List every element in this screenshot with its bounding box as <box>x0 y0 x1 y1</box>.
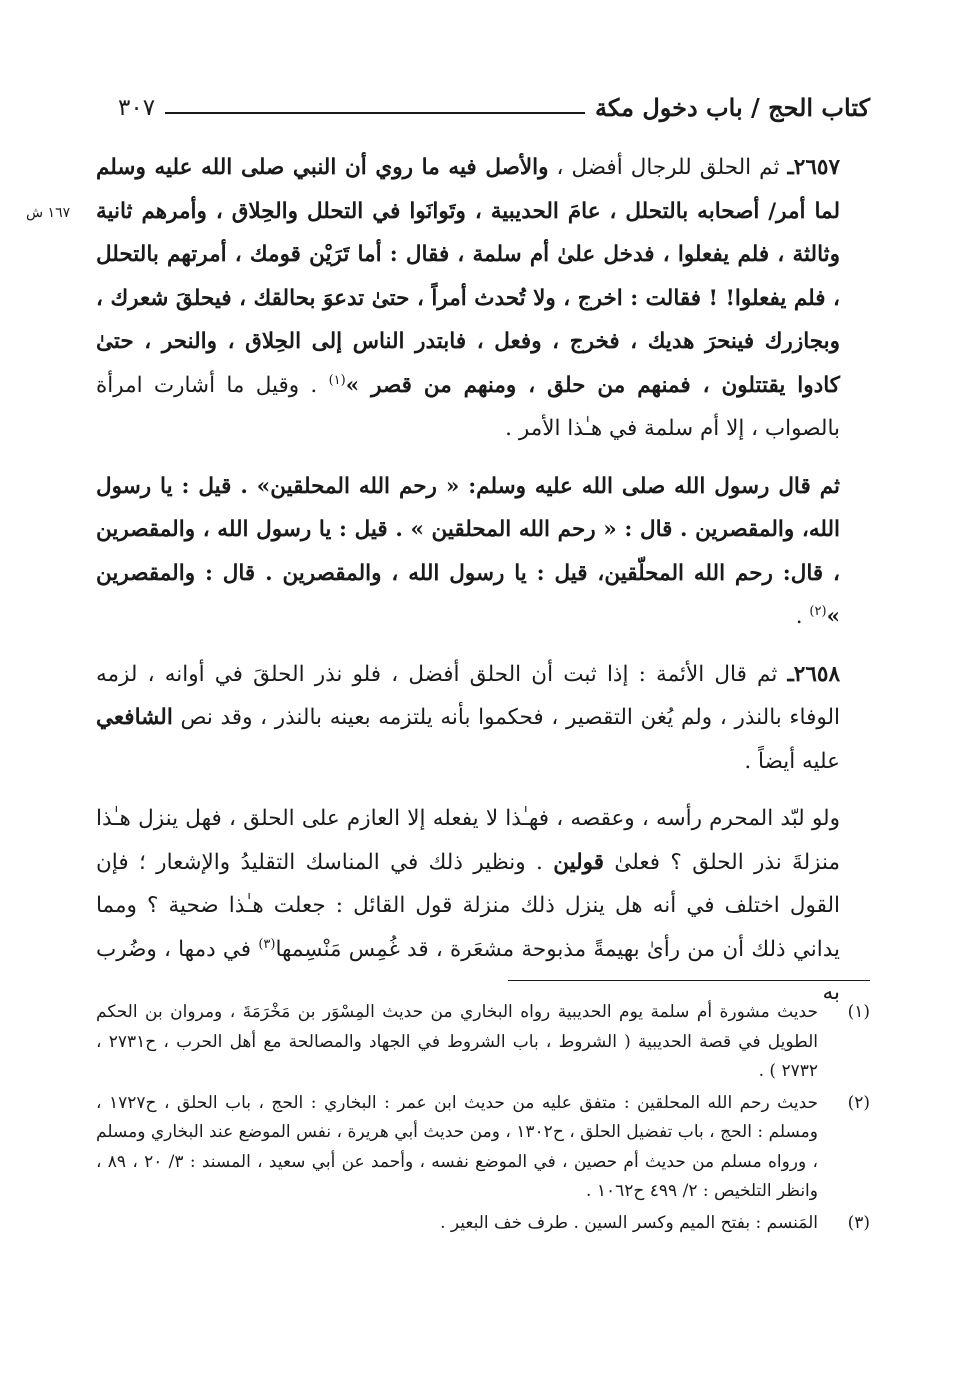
paragraph-text: . وقيل ما أشارت امرأة بالصواب ، إلا أم سلمة في هـٰذا الأمر . <box>96 372 840 441</box>
page-number: ٣٠٧ <box>118 95 156 121</box>
footnote-ref-2[interactable]: (٢) <box>809 603 827 619</box>
paragraph-text: ثم قال الأئمة : إذا ثبت أن الحلق أفضل ، فلو نذر الحلقَ في أوانه ، لزمه الوفاء بالنذر ، ولم يُغن التقصير ، فحكموا بأنه يلتزمه بعينه بالنذر ، وقد نص <box>96 661 840 730</box>
paragraph-talbid <box>96 797 870 1015</box>
emphasis-text: قولين <box>553 849 605 875</box>
hadith-text: ثم قال رسول الله صلى الله عليه وسلم: « رحم الله المحلقين» . قيل : يا رسول الله، والمقصرين . قال : « رحم الله المحلقين » . قيل : يا رسول الله ، والمقصرين ، قال: رحم الله المحلّقين، قيل : يا رسول الله ، والمقصرين . قال : والمقصرين » <box>96 473 840 629</box>
footnote-ref-3[interactable]: (٣) <box>258 936 276 952</box>
footnote <box>96 1089 870 1207</box>
footnote-ref-1[interactable]: (١) <box>328 372 346 388</box>
paragraph-text: عليه أيضاً . <box>744 748 840 774</box>
main-text <box>96 146 870 1015</box>
running-header <box>118 70 870 120</box>
paragraph-number: ٢٦٥٧ـ <box>787 155 840 180</box>
hadith-text: والأصل فيه ما روي أن النبي صلى الله عليه وسلم لما أمر/ أصحابه بالتحلل ، عامَ الحديبية ، وتَوانَوا في التحلل والحِلاق ، وأمرهم ثانية وثالثة ، فلم يفعلوا ، فدخل علىٰ أم سلمة ، فقال : أما تَرَيْن قومك ، أمرتهم بالتحلل ، فلم يفعلوا! ! فقالت : اخرج ، ولا تُحدث أمراً ، حتىٰ تدعوَ بحالقك ، فيحلقَ شعرك ، وبجازرك فينحرَ هديك ، فخرج ، وفعل ، فابتدر الناس إلى الحِلاق ، والنحر ، حتىٰ كادوا يقتتلون ، فمنهم من حلق ، ومنهم من قصر » <box>96 155 840 398</box>
paragraph-text: في دمها ، وضُرب به <box>96 936 840 1005</box>
paragraph-text: ثم الحلق للرجال أفضل ، <box>548 155 788 180</box>
footnote-number: (٢) <box>847 1092 870 1113</box>
header-rule <box>165 112 585 114</box>
paragraph-text: . ونظير ذلك في المناسك التقليدُ والإشعار ؛ فإن القول اختلف في أنه هل ينزل ذلك منزلة قول القائل : جعلت هـٰذا ضحية ؟ ومما يداني ذلك أن من رأىٰ بهيمةً مذبوحة مشعَرة ، قد غُمِس مَنْسِمها <box>96 849 840 962</box>
paragraph-text: . <box>795 604 810 629</box>
chapter-title: كتاب الحج / باب دخول مكة <box>594 93 870 122</box>
footnote <box>96 998 870 1087</box>
margin-reference: ١٦٧ ش <box>26 205 71 221</box>
paragraph-2657 <box>96 146 870 451</box>
paragraph-2658 <box>96 653 870 784</box>
footnote-text: المَنسم : بفتح الميم وكسر السين . طرف خف البعير . <box>440 1212 818 1233</box>
footnote <box>96 1209 870 1239</box>
scholar-name: الشافعي <box>96 705 173 730</box>
footnote-text: حديث رحم الله المحلقين : متفق عليه من حديث ابن عمر : البخاري : الحج ، باب الحلق ، ح١٧٢٧ ، ومسلم : الحج ، باب تفضيل الحلق ، ح١٣٠٢ ، ومن حديث أبي هريرة ، نفس الموضع عند البخاري ومسلم ، ورواه مسلم من حديث أم حصين ، في الموضع نفسه ، وأحمد عن أبي سعيد ، المسند : ٣/ ٢٠ ، ٨٩ ، وانظر التلخيص : ٢/ ٤٩٩ ح١٠٦٢ . <box>96 1092 819 1201</box>
footnote-number: (١) <box>847 1002 870 1022</box>
paragraph-text: ولو لبّد المحرم رأسه ، وعقصه ، فهـٰذا لا يفعله إلا العازم على الحلق ، فهل ينزل هـٰذا منزلةَ نذر الحلق ؟ فعلىٰ <box>96 806 840 875</box>
paragraph-number: ٢٦٥٨ـ <box>787 661 840 687</box>
footnote-separator <box>508 980 870 981</box>
footnote-text: حديث مشورة أم سلمة يوم الحديبية رواه البخاري من حديث المِسْوَر بن مَخْرَمَةَ ، ومروان بن الحكم الطويل في قصة الحديبية ( الشروط ، باب الشروط في الجهاد والمصالحة مع أهل الحرب ، ح٢٧٣١ ، ٢٧٣٢ ) . <box>96 1002 819 1081</box>
footnotes <box>96 998 870 1240</box>
paragraph-hadith <box>96 465 870 639</box>
footnote-number: (٣) <box>847 1212 870 1233</box>
